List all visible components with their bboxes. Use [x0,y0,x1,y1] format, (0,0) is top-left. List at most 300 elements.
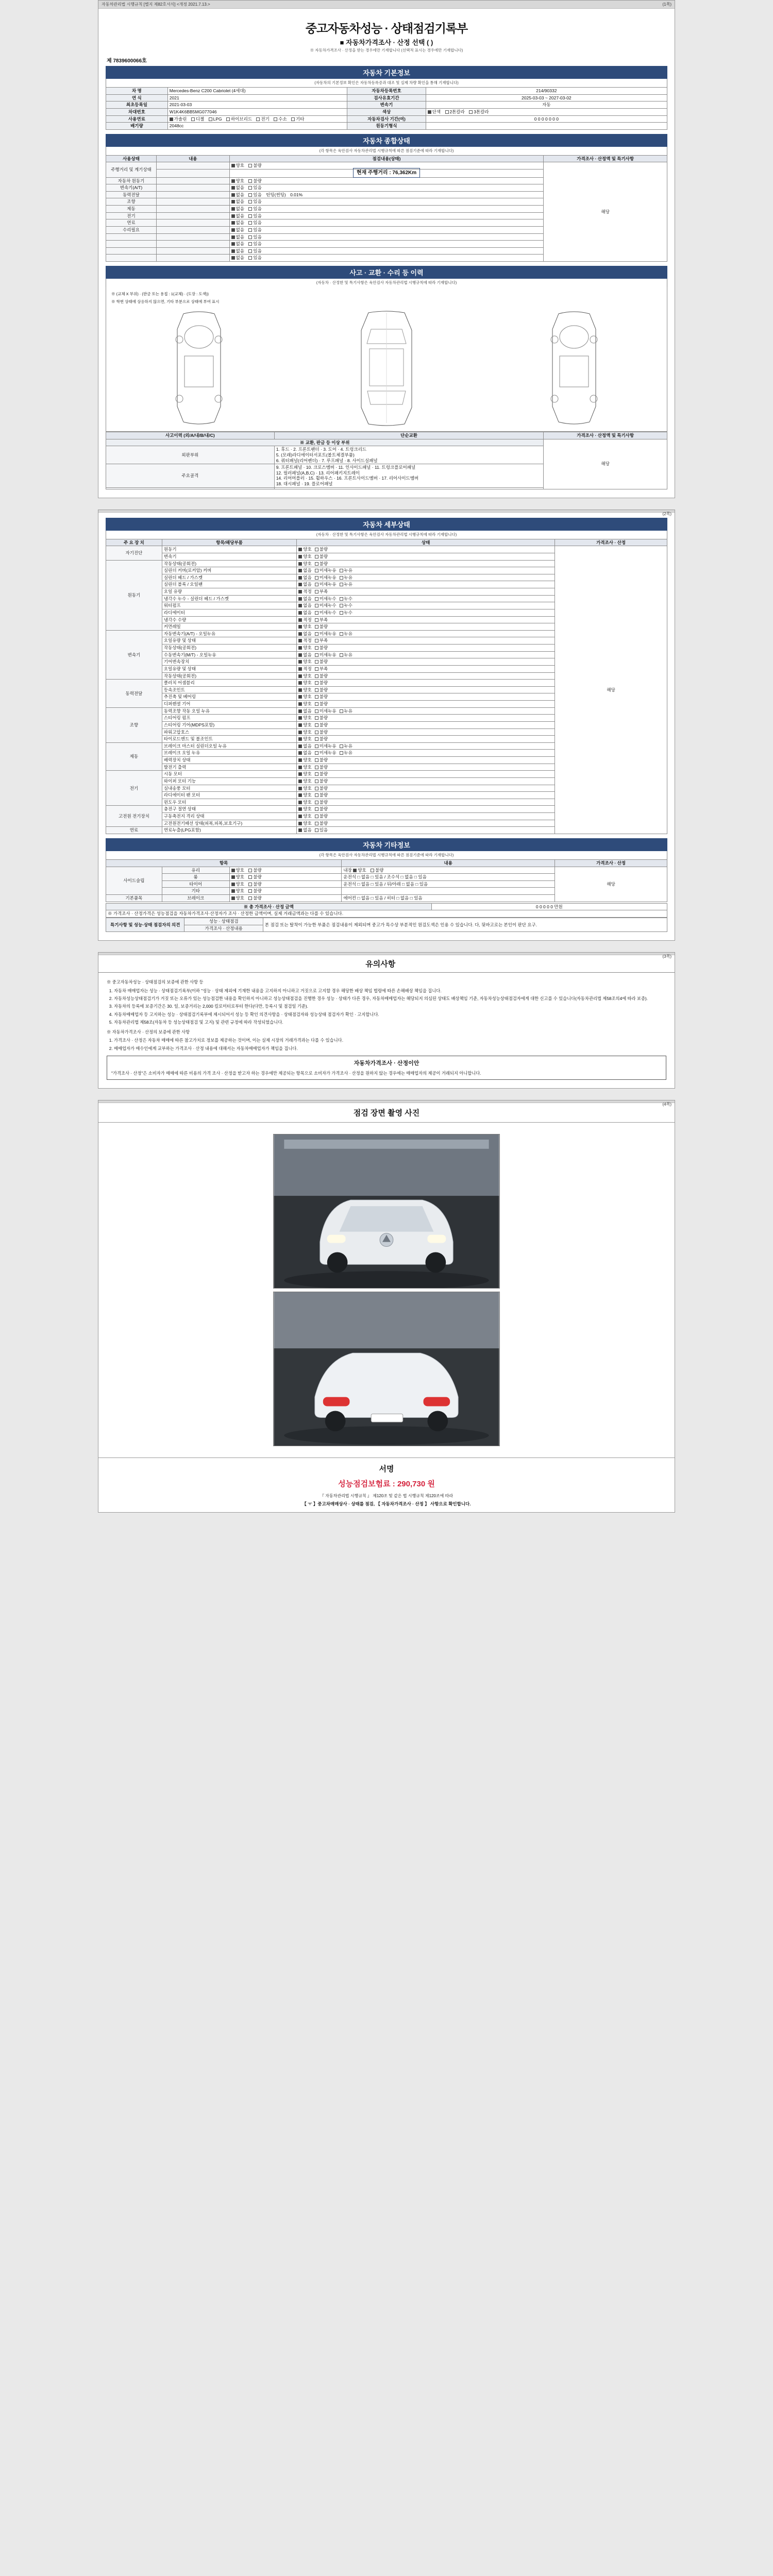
row-sub-elec [157,212,230,219]
checkbox-3-1-0[interactable] [298,687,311,693]
row-opts-elec [229,212,544,219]
checkbox-6-3-1[interactable] [315,792,328,798]
checkbox-box-icon [298,822,302,825]
tint-label: 틴팅(썬팅) [266,192,286,197]
item-inside-panel: 11. 인사이드패널 [338,465,371,470]
row-sub-brake [157,206,230,213]
checkbox-brake-none[interactable]: 없음 [231,206,244,212]
checkbox-box-icon [315,667,318,671]
detail-item-6-0: 시동 모터 [162,771,296,778]
etc-content-other [342,888,555,895]
row-label-fuelstate: 연료 [106,219,157,227]
list-item: 4. 자동차매매업자 등 고지하는 성능 · 상태점검기록부에 제시되어서 성능 등 확인 의견사항을 · 상태점검자와 성능상태 점검자가 확인 · 고지합니다. [114,1011,666,1018]
value-engine-type [426,123,667,130]
detail-item-1-7: 라디에이터 [162,609,296,616]
checkbox-elec-yes[interactable]: 있음 [248,213,261,219]
checkbox-3-0-1[interactable] [315,680,328,686]
checkbox-etcbrake-bad[interactable]: 불량 [248,895,261,901]
checkbox-box-icon [298,569,302,572]
checkbox-fuel-hydrogen[interactable]: 수소 [274,116,287,122]
table-row [106,903,667,910]
checkbox-label: 불량 [319,806,328,812]
checkbox-7-2-0[interactable] [298,821,311,826]
price-label: 성능점검보험료 : [338,1480,395,1488]
checkbox-2-5-0[interactable] [298,666,311,672]
item-trunk-lid: 4. 트렁크리드 [340,447,367,452]
accident-history-table [106,432,667,489]
notice-list-1 [114,988,666,1026]
checkbox-7-1-1[interactable] [315,814,328,819]
checkbox-4-1-0[interactable] [298,715,311,721]
checkbox-fuel-lpg[interactable]: LPG [209,116,222,122]
checkbox-5-0-2[interactable] [340,743,352,749]
checkbox-1-3-2[interactable] [340,582,352,587]
checkbox-box-icon [340,709,343,713]
detail-options-3-0 [297,680,555,687]
detail-options-2-4 [297,658,555,666]
checkbox-odo-bad[interactable]: 불량 [248,163,261,168]
row-opts-trans [229,184,544,192]
checkbox-7-2-1[interactable] [315,821,328,826]
checkbox-box-icon [315,625,318,629]
checkbox-box-icon [315,555,318,558]
detail-item-1-1: 실린더 커버(로커암) 커버 [162,567,296,574]
checkbox-1-3-1[interactable] [315,582,337,587]
detail-group-5: 제동 [106,742,162,771]
row-opts-repair [229,226,544,233]
checkbox-box-icon [298,674,302,678]
detail-options-5-2 [297,757,555,764]
checkbox-label: 누유 [344,631,352,636]
checkbox-1-5-2[interactable] [340,596,352,602]
detail-options-1-9 [297,623,555,631]
detail-item-6-2: 실내송풍 모터 [162,785,296,792]
checkbox-power-none[interactable]: 없음 [231,192,244,198]
row-sub-extra4 [157,255,230,262]
table-row [106,910,667,918]
checkbox-label: 적정 [303,666,312,671]
section-accident-note: (자동차 · 산정한 및 특기사항은 육안검사 자동차관리법 시행규칙에 따라 기재합니다) [106,279,667,287]
checkbox-extra4-none[interactable]: 없음 [231,255,244,261]
checkbox-2-3-1[interactable] [315,652,337,658]
etc-item-tire: 타이어 [162,880,229,888]
checkbox-label: 양호 [303,680,312,686]
checkbox-label: 누수 [344,596,352,601]
checkbox-label: 양호 [303,820,312,826]
overall-state-table [106,155,667,262]
checkbox-1-2-0[interactable] [298,575,311,581]
checkbox-2-0-0[interactable] [298,631,311,637]
price-survey-definition-box [107,1056,666,1080]
checkbox-3-0-0[interactable] [298,680,311,686]
etc-content-interior [342,867,555,874]
checkbox-2-4-0[interactable] [298,659,311,665]
checkbox-label: 누유 [344,568,352,573]
detail-group-2: 변속기 [106,630,162,679]
value-carname: Mercedes-Benz C200 Cabriolet (4세대) [167,88,347,95]
checkbox-2-5-1[interactable] [315,666,328,672]
list-item: 3. 자동차의 등록에 보증기간은 30. 일, 보증거리는 2,000 킬로미터로부터 한다(다만, 등록시 및 점검일 기준). [114,1003,666,1009]
detail-options-1-5 [297,595,555,602]
checkbox-steer-yes[interactable]: 있음 [248,199,261,205]
checkbox-extra1-none[interactable]: 없음 [231,234,244,240]
detail-group-3: 동력전달 [106,680,162,708]
checkbox-1-9-1[interactable] [315,624,328,630]
etc-label [106,487,275,489]
checkbox-box-icon [298,548,302,551]
checkbox-tire-good[interactable]: 양호 [231,882,244,887]
checkbox-6-0-1[interactable] [315,771,328,777]
checkbox-extra1-yes[interactable]: 있음 [248,234,261,240]
checkbox-box-icon [315,815,318,818]
checkbox-3-1-1[interactable] [315,687,328,693]
col-accident-price-note: 가격조사 · 산정액 및 특기사항 [544,432,667,439]
checkbox-box-icon [315,604,318,607]
checkbox-glass-good[interactable]: 양호 [231,868,244,873]
checkbox-power-yes[interactable]: 있음 [248,192,261,198]
item-rear-side-member: 17. 리어사이드멤버 [381,476,419,481]
checkbox-box-icon [298,632,302,636]
car-diagram-group [109,306,664,428]
row-sub-fuelstate [157,219,230,227]
checkbox-1-1-1[interactable] [315,568,337,573]
checkbox-6-2-0[interactable] [298,786,311,791]
page-lawline: ※ 자동차가격조사 · 산정을 받는 경우에만 기재합니다 (선택적 표시는 경우에만 기재합니다) [310,48,463,53]
checkbox-1-7-2[interactable] [340,610,352,616]
checkbox-box-icon [298,702,302,706]
table-row [106,94,667,101]
checkbox-6-0-0[interactable] [298,771,311,777]
checkbox-1-1-0[interactable] [298,568,311,573]
checkbox-box-icon [298,555,302,558]
checkbox-3-2-1[interactable] [315,694,328,700]
checkbox-1-7-0[interactable] [298,610,311,616]
checkbox-1-8-0[interactable] [298,617,311,623]
etc-item-glass: 유리 [162,867,229,874]
checkbox-4-1-1[interactable] [315,715,328,721]
notice-list-2 [114,1037,666,1052]
checkbox-box-icon [340,744,343,748]
detail-item-4-0: 동력조향 작동 오일 누유 [162,707,296,715]
checkbox-color-three[interactable]: 3톤칼라 [469,109,489,115]
checkbox-box-icon [298,604,302,607]
checkbox-6-3-0[interactable] [298,792,311,798]
detail-options-6-4 [297,799,555,806]
checkbox-7-0-0[interactable] [298,806,311,812]
checkbox-4-0-2[interactable] [340,708,352,714]
checkbox-fuel-diesel[interactable]: 디젤 [191,116,204,122]
checkbox-etcbrake-good[interactable]: 양호 [231,895,244,901]
page-1-topstrip [98,1,675,9]
checkbox-6-4-0[interactable] [298,800,311,805]
detail-item-4-4: 타이로드엔드 및 볼조인트 [162,736,296,743]
checkbox-box-icon [315,744,318,748]
item-dash-panel: 18. 대시패널 [276,481,300,486]
detail-item-5-0: 브레이크 마스터 실린더오일 누유 [162,742,296,750]
checkbox-5-0-0[interactable] [298,743,311,749]
checkbox-steer-none[interactable]: 없음 [231,199,244,205]
checkbox-extra2-yes[interactable]: 있음 [248,241,261,247]
checkbox-label: 양호 [303,687,312,692]
checkbox-2-2-0[interactable] [298,645,311,651]
checkbox-2-2-1[interactable] [315,645,328,651]
checkbox-2-6-1[interactable] [315,673,328,679]
checkbox-1-2-2[interactable] [340,575,352,581]
checkbox-label: 불량 [319,715,328,721]
checkbox-label: 미세누유 [319,568,337,573]
checkbox-8-0-0[interactable] [298,827,311,833]
checkbox-label: 양호 [303,659,312,665]
checkbox-fuelstate-yes[interactable]: 있음 [248,220,261,226]
item-front-fender: 2. 프론트팬더 [293,447,320,452]
checkbox-extra2-none[interactable]: 없음 [231,241,244,247]
detail-item-1-6: 워터펌프 [162,602,296,609]
checkbox-label: 양호 [303,701,312,706]
checkbox-label: 누유 [344,743,352,749]
checkbox-color-single[interactable]: 단색 [428,109,441,115]
checkbox-1-1-2[interactable] [340,568,352,573]
checkbox-8-0-1[interactable] [315,827,328,833]
checkbox-1-5-0[interactable] [298,596,311,602]
checkbox-brake-yes[interactable]: 있음 [248,206,261,212]
checkbox-1-8-1[interactable] [315,617,328,623]
checkbox-1-2-1[interactable] [315,575,337,581]
checkbox-extra3-yes[interactable]: 있음 [248,248,261,254]
checkbox-room-good[interactable]: 양호 [231,874,244,880]
checkbox-1-3-0[interactable] [298,582,311,587]
checkbox-5-1-1[interactable] [315,750,337,756]
checkbox-other-good[interactable]: 양호 [231,888,244,894]
checkbox-5-1-2[interactable] [340,750,352,756]
checkbox-2-3-0[interactable] [298,652,311,658]
checkbox-1-6-1[interactable] [315,603,337,608]
col-content: 내용 [157,155,230,162]
checkbox-room-bad[interactable]: 불량 [248,874,261,880]
checkbox-label: 양호 [303,553,312,559]
table-row [106,88,667,95]
checkbox-elec-none[interactable]: 없음 [231,213,244,219]
detail-item-6-1: 와이퍼 모터 기능 [162,777,296,785]
checkbox-label: 누수 [344,609,352,615]
label-year: 연 식 [106,94,168,101]
checkbox-5-0-1[interactable] [315,743,337,749]
label-engine-type: 원동기형식 [347,123,426,130]
box-body: "가격조사 · 산정"은 소비자가 매매에 따른 비용의 가격 조사 · 산정을 받고자 하는 경우에만 제공되는 항목으로 소비자가 가격조사 · 산정을 원하지 않는 경우에는 매매업자의 제공이 거래되지 아니합니다. [111,1070,481,1076]
checkbox-label: 부족 [319,638,328,643]
checkbox-7-0-1[interactable] [315,806,328,812]
row-opts-brake [229,206,544,213]
checkbox-extra4-yes[interactable]: 있음 [248,255,261,261]
checkbox-3-3-1[interactable] [315,701,328,707]
detail-item-5-2: 배력장치 상태 [162,757,296,764]
checkbox-label: 불량 [319,624,328,630]
checkbox-2-0-1[interactable] [315,631,337,637]
checkbox-other-bad[interactable]: 불량 [248,888,261,894]
opinion-sub-performance: 성능 · 상태점검 [184,918,263,925]
checkbox-5-3-1[interactable] [315,765,328,770]
checkbox-box-icon [298,807,302,811]
checkbox-1-5-1[interactable] [315,596,337,602]
checkbox-0-0-1[interactable] [315,547,328,552]
row-opts-extra4 [229,255,544,262]
section-etc-note: (각 항목은 육안검사 자동차관리법 시행규칙에 따른 점검기준에 따라 기재합니다) [106,851,667,859]
detail-item-4-1: 스티어링 펌프 [162,715,296,722]
item-wheel-house: 15. 휠하우스 [308,476,333,481]
checkbox-fuel-gasoline[interactable]: 가솔린 [170,116,187,122]
checkbox-2-6-0[interactable] [298,673,311,679]
checkbox-label: 없음 [303,708,312,714]
checkbox-1-4-1[interactable] [315,589,328,595]
checkbox-label: 불량 [319,687,328,692]
checkbox-label: 양호 [303,561,312,566]
checkbox-engine-bad[interactable]: 불량 [248,178,261,184]
checkbox-4-4-1[interactable] [315,736,328,742]
checkbox-6-4-1[interactable] [315,800,328,805]
checkbox-3-3-0[interactable] [298,701,311,707]
checkbox-5-2-0[interactable] [298,757,311,763]
checkbox-4-3-1[interactable] [315,730,328,735]
label-vin: 차대번호 [106,108,168,115]
detail-options-2-5 [297,665,555,672]
checkbox-6-2-1[interactable] [315,786,328,791]
checkbox-interior-bad[interactable]: 불량 [371,868,383,873]
checkbox-label: 불량 [319,785,328,791]
checkbox-box-icon [298,744,302,748]
checkbox-0-1-0[interactable] [298,554,311,560]
detail-item-0-1: 변속기 [162,553,296,560]
checkbox-0-0-0[interactable] [298,547,311,552]
frame-label: 주요골격 [106,464,275,488]
checkbox-1-9-0[interactable] [298,624,311,630]
checkbox-4-2-1[interactable] [315,722,328,728]
checkbox-1-6-0[interactable] [298,603,311,608]
checkbox-fuelstate-none[interactable]: 없음 [231,220,244,226]
checkbox-6-1-0[interactable] [298,778,311,784]
checkbox-5-3-0[interactable] [298,765,311,770]
checkbox-repair-none[interactable]: 없음 [231,227,244,233]
checkbox-label: 양호 [303,694,312,700]
checkbox-box-icon [315,758,318,762]
checkbox-1-0-0[interactable] [298,561,311,567]
checkbox-label: 양호 [303,673,312,679]
notice-sub-1: ※ 중고자동차성능 · 상태점검의 보증에 관한 사항 등 [107,979,204,985]
checkbox-box-icon [298,828,302,832]
checkbox-tire-bad[interactable]: 불량 [248,882,261,887]
checkbox-box-icon [315,751,318,755]
checkbox-fuel-hybrid[interactable]: 하이브리드 [226,116,252,122]
detail-item-3-0: 클러치 어셈블리 [162,680,296,687]
checkbox-label: 양호 [303,778,312,784]
checkbox-engine-good[interactable]: 양호 [231,178,244,184]
checkbox-4-4-0[interactable] [298,736,311,742]
checkbox-box-icon [315,793,318,797]
checkbox-box-icon [298,772,302,776]
checkbox-4-3-0[interactable] [298,730,311,735]
detail-options-8-0 [297,827,555,834]
checkbox-1-6-2[interactable] [340,603,352,608]
checkbox-5-1-0[interactable] [298,750,311,756]
checkbox-box-icon [340,604,343,607]
checkbox-4-0-0[interactable] [298,708,311,714]
checkbox-box-icon [298,695,302,699]
checkbox-glass-bad[interactable]: 불량 [248,868,261,873]
item-cross-member: 10. 크로스멤버 [306,465,334,470]
checkbox-label: 없음 [303,750,312,756]
checkbox-repair-yes[interactable]: 있음 [248,227,261,233]
item-rear-package-tray: 13. 리어패키지트레이 [318,470,360,476]
checkbox-label: 있음 [319,827,328,833]
checkbox-trans-yes[interactable]: 있음 [248,185,261,191]
checkbox-6-1-1[interactable] [315,778,328,784]
checkbox-color-two[interactable]: 2톤칼라 [445,109,465,115]
checkbox-3-2-0[interactable] [298,694,311,700]
checkbox-box-icon [315,646,318,650]
checkbox-label: 불량 [319,701,328,706]
checkbox-odo-good[interactable]: 양호 [231,163,244,168]
etc-content-basic: 에어컨 □ 없음 □ 있음 / 히터 □ 없음 □ 있음 [342,895,555,902]
etc-item-room: 룸 [162,874,229,881]
detail-item-1-5: 냉각수 누수 - 실린더 헤드 / 가스켓 [162,595,296,602]
detail-group-8: 연료 [106,827,162,834]
table-row [106,108,667,115]
summary-title: ※ 총 가격조사 · 산정 금액 [106,903,432,910]
checkbox-box-icon [315,569,318,572]
label-regno: 자동차등록번호 [347,88,426,95]
checkbox-fuel-ev[interactable]: 전기 [256,116,269,122]
detail-group-1: 원동기 [106,560,162,630]
page-number-4: (4쪽) [662,1102,671,1107]
checkbox-7-1-0[interactable] [298,814,311,819]
checkbox-2-3-2[interactable] [340,652,352,658]
checkbox-4-0-1[interactable] [315,708,337,714]
checkbox-trans-none[interactable]: 없음 [231,185,244,191]
checkbox-1-7-1[interactable] [315,610,337,616]
detail-options-4-1 [297,715,555,722]
detail-options-2-6 [297,672,555,680]
checkbox-label: 불량 [319,673,328,679]
checkbox-2-1-0[interactable] [298,638,311,643]
checkbox-box-icon [298,709,302,713]
value-odo-digits: 0 0 0 0 0 0 0 [426,115,667,123]
checkbox-2-1-1[interactable] [315,638,328,643]
item-pillar-panel: 12. 필러패널(A,B,C) [276,470,315,476]
checkbox-box-icon [315,562,318,566]
detail-options-2-3 [297,651,555,658]
checkbox-box-icon [340,569,343,572]
etc-opts-brake [229,895,342,902]
checkbox-0-1-1[interactable] [315,554,328,560]
checkbox-interior-good[interactable]: 양호 [353,868,366,873]
checkbox-fuel-other[interactable]: 기타 [291,116,304,122]
row-label-repair: 수리필요 [106,226,157,233]
checkbox-1-4-0[interactable] [298,589,311,595]
detail-options-5-3 [297,764,555,771]
checkbox-label: 없음 [303,631,312,636]
checkbox-5-2-1[interactable] [315,757,328,763]
checkbox-box-icon [298,611,302,615]
detail-options-5-1 [297,750,555,757]
value-inspect-period: 2025-03-03 ~ 2027-03-02 [426,94,667,101]
checkbox-4-2-0[interactable] [298,722,311,728]
checkbox-2-4-1[interactable] [315,659,328,665]
checkbox-box-icon [315,653,318,657]
checkbox-extra3-none[interactable]: 없음 [231,248,244,254]
checkbox-1-0-1[interactable] [315,561,328,567]
detail-options-7-0 [297,806,555,813]
row-sub-steer [157,198,230,206]
checkbox-2-0-2[interactable] [340,631,352,637]
row-label-elec: 전기 [106,212,157,219]
